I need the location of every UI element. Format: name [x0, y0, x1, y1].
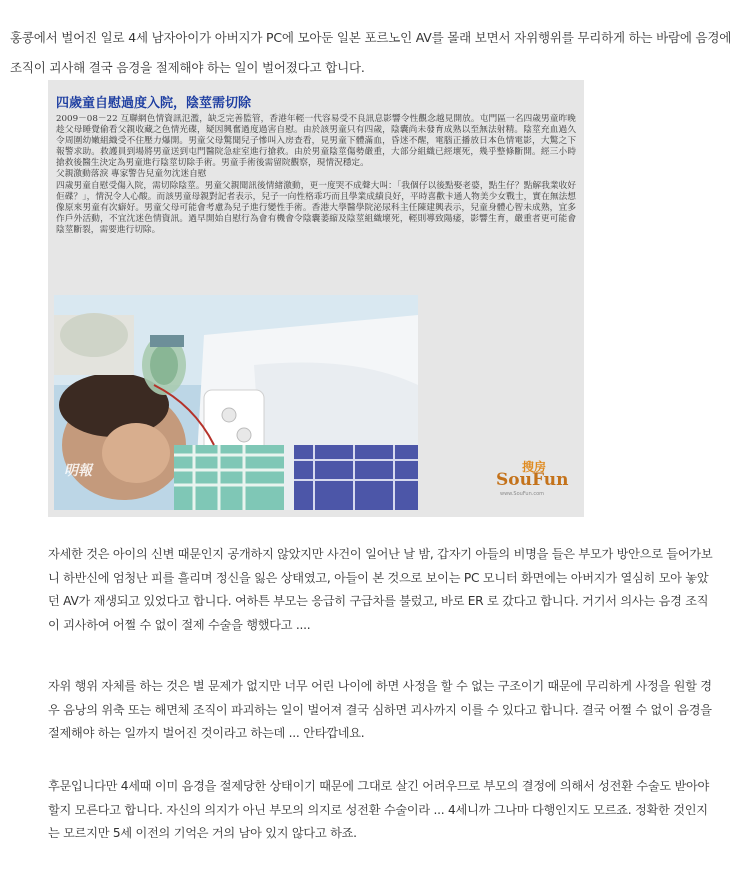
- hospital-photo: [54, 295, 418, 510]
- news-clipping-image: [48, 80, 584, 517]
- logo-url: www.SouFun.com: [500, 491, 545, 497]
- clipping-body: [56, 114, 576, 236]
- body-paragraph-2: 자위 행위 자체를 하는 것은 별 문제가 없지만 너무 어린 나이에 하면 사정을 할 수 없는 구조이기 때문에 무리하게 사정을 원할 경우 음낭의 위축 또는 해면체 조직이 파괴하는 일이 벌어져 결국 심하면 괴사까지 이를 수 있다고 합니다. 결국 어쩔 수 없이 음경을 절제해야 하는 일까지 벌어진 것이라고 하는데 ... 안타깝네요.: [48, 679, 712, 740]
- photo-watermark: 明報: [64, 463, 92, 479]
- soufun-logo: [496, 458, 576, 502]
- logo-brand-name: SouFun: [496, 470, 569, 490]
- body-paragraph-1: 자세한 것은 아이의 신변 때문인지 공개하지 않았지만 사건이 일어난 날 밤, 갑자기 아들의 비명을 들은 부모가 방안으로 들어가보니 하반신에 엄청난 피를 흘리며 정신을 잃은 상태였고, 아들이 본 것으로 보이는 PC 모니터 화면에는 아버지가 열심히 모아 놓았던 AV가 재생되고 있었다고 합니다. 여하튼 부모는 응급히 구급차를 불렀고, 바로 ER 로 갔다고 합니다. 거기서 의사는 음경 조직이 괴사하여 어쩔 수 없이 절제 수술을 행했다고 ....: [48, 547, 713, 632]
- clipping-paragraph: 2009－08－22 互聯網色情資訊氾濫，缺乏完善監管，香港年輕一代容易受不良訊息影響令性觀念越見開放。屯門區一名四歲男童昨晚趁父母睡覺偷看父親收藏之色情光碟，疑因興奮過度過害自慰。由於該男童只有四歲，陰囊尚未發育成熟以至無法射精。陰莖充血過久令周圍幼嫩組織受不住壓力爆開。男童父母驚聞兒子慘叫入房查看，見男童下體滿血，昏迷不醒，電腦正播放日本色情電影，大驚之下報警求助。救護員到場將男童送到屯門醫院急症室進行搶救。由於男童陰莖傷勢嚴重，大部分組織已經壞死，幾乎整條斷開。經三小時搶救後醫生決定為男童進行陰莖切除手術。男童手術後需留院觀察，現情況穩定。: [56, 114, 576, 169]
- body-paragraph-3: 후문입니다만 4세때 이미 음경을 절제당한 상태이기 때문에 그대로 살긴 어려우므로 부모의 결정에 의해서 성전환 수술도 받아야 할지 모른다고 합니다. 자신의 의지가 아닌 부모의 의지로 성전환 수술이라 ... 4세니까 그나마 다행인지도 모르죠. 정확한 것인지는 모르지만 5세 이전의 기억은 거의 남아 있지 않다고 하죠.: [48, 779, 710, 840]
- clipping-subheading: 父親激動落淚 專家警告兒童勿沈迷自慰: [56, 169, 207, 180]
- logo-chinese-text: 搜房: [522, 460, 547, 474]
- clipping-headline: 四歲童自慰過度入院，陰莖需切除: [56, 96, 252, 111]
- clipping-paragraph: 四歲男童自慰受傷入院，需切除陰莖。男童父親聞訊後情緒激動，更一度哭不成聲大叫：「我個仔以後點娶老婆，點生仔？點解我業收好佢碟？」，情況令人心酸。而該男童母親對記者表示，兒子一向性格乖巧而且學業成績良好，平時喜歡卡通人物美少女戰士，實在無法想像原來男童有次癖好。男童父母可能會考慮為兒子進行變性手術。香港大學醫學院泌尿科主任陳建興表示，兒童身體心智未成熟，宜多作戶外活動，不宜沈迷色情資訊。過早開始自慰行為會有機會令陰囊萎縮及陰莖組織壞死，輕則導致陽痿，影響生育，嚴重者更可能會陰莖斷裂，需要進行切除。: [56, 180, 576, 235]
- child-in-hospital-illustration: [54, 295, 418, 510]
- intro-paragraph: 홍콩에서 벌어진 일로 4세 남자아이가 아버지가 PC에 모아둔 일본 포르노인 AV를 몰래 보면서 자위행위를 무리하게 하는 바람에 음경에 조직이 괴사해 결국 음경을 절제해야 하는 일이 벌어졌다고 합니다.: [10, 29, 732, 75]
